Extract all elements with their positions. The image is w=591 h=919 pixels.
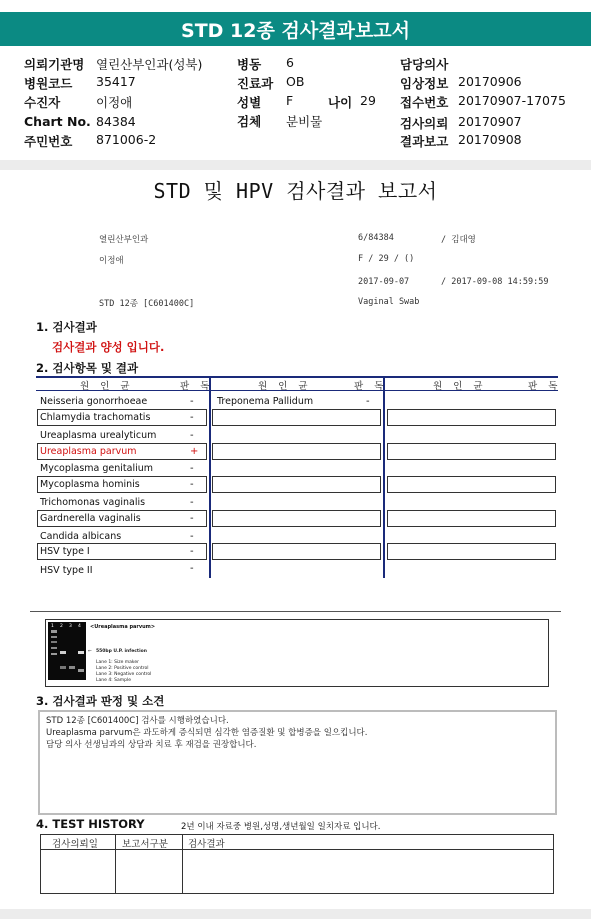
section-4-heading: 4. TEST HISTORY [36, 817, 145, 831]
empty-row-box [212, 510, 381, 527]
pathogen-result: - [190, 563, 194, 574]
pathogen-result-positive: + [190, 446, 199, 457]
comment-line: 담당 의사 선생님과의 상담과 치료 후 재검을 권장합니다. [46, 740, 257, 750]
label-test-request: 검사의뢰 [400, 116, 449, 131]
history-col-divider [115, 834, 116, 894]
pathogen-result: - [190, 412, 194, 423]
report-doctor: / 김대영 [441, 235, 476, 245]
history-header-rule [40, 849, 554, 850]
overall-result: 검사결과 양성 입니다. [52, 340, 165, 354]
value-specimen: 분비물 [286, 114, 323, 129]
value-ward: 6 [286, 55, 294, 70]
label-ward: 병동 [237, 57, 262, 72]
col-header-result: 판 독 [528, 381, 562, 392]
gel-lane-label: Lane 4: Sample [96, 678, 131, 683]
pathogen-name: HSV type II [40, 565, 93, 576]
pathogen-name: Trichomonas vaginalis [40, 497, 146, 508]
label-resident-number: 주민번호 [24, 134, 73, 149]
gel-arrow-label: 550bp U.P. infection [96, 649, 147, 654]
pathogen-result: - [190, 430, 194, 441]
pathogen-result: - [190, 497, 194, 508]
report-sex-age: F / 29 / () [358, 254, 415, 264]
label-receipt-number: 접수번호 [400, 95, 449, 110]
value-sex: F [286, 93, 294, 108]
label-clinical-info: 임상정보 [400, 76, 449, 91]
history-note: 2년 이내 자료중 병원,성명,생년월일 일치자료 입니다. [181, 822, 381, 832]
pathogen-name: Ureaplasma urealyticum [40, 430, 157, 441]
report-test-code: STD 12종 [C601400C] [99, 299, 195, 309]
value-requesting-institution: 열린산부인과(성북) [96, 57, 203, 72]
value-receipt-number: 20170907-17075 [458, 93, 566, 108]
col-header-result: 판 독 [354, 381, 388, 392]
label-chart-no: Chart No. [24, 114, 91, 129]
section-1-heading: 1. 검사결과 [36, 320, 97, 334]
label-result-report: 결과보고 [400, 134, 449, 149]
pathogen-result: - [190, 479, 194, 490]
pathogen-name: Treponema Pallidum [217, 396, 314, 407]
label-patient: 수진자 [24, 95, 61, 110]
value-hospital-code: 35417 [96, 74, 136, 89]
pathogen-result: - [190, 531, 194, 542]
history-table [40, 834, 554, 894]
col-header-result: 판 독 [180, 381, 214, 392]
gel-electrophoresis-image [48, 622, 86, 680]
report-hospital: 열린산부인과 [99, 235, 149, 245]
report-specimen: Vaginal Swab [358, 297, 420, 307]
pathogen-result: - [190, 546, 194, 557]
pathogen-name: HSV type I [40, 546, 90, 557]
report-title: STD 12종 검사결과보고서 [181, 19, 410, 42]
empty-row-box [212, 443, 381, 460]
pathogen-name: Gardnerella vaginalis [40, 513, 141, 524]
history-col-divider [182, 834, 183, 894]
empty-row-box [387, 443, 556, 460]
pathogen-name-positive: Ureaplasma parvum [40, 446, 137, 457]
value-resident-number: 871006-2 [96, 132, 157, 147]
label-sex: 성별 [237, 95, 262, 110]
gel-arrow-icon: ← [88, 649, 92, 654]
gel-lane-number: 4 [78, 624, 81, 629]
empty-row-box [212, 476, 381, 493]
pathogen-name: Candida albicans [40, 531, 122, 542]
col-header-pathogen: 원 인 균 [433, 381, 487, 392]
empty-row-box [387, 476, 556, 493]
report-date-reported: / 2017-09-08 14:59:59 [441, 277, 549, 287]
value-chart-no: 84384 [96, 114, 136, 129]
empty-row-box [387, 543, 556, 560]
history-col-result: 검사결과 [188, 839, 225, 850]
footer-band [0, 909, 591, 919]
history-col-date: 검사의뢰일 [52, 839, 98, 850]
section-3-heading: 3. 검사결과 판정 및 소견 [36, 694, 165, 708]
report-date-received: 2017-09-07 [358, 277, 410, 287]
history-col-type: 보고서구분 [122, 839, 168, 850]
value-age: 29 [360, 93, 376, 108]
pathogen-result: - [190, 513, 194, 524]
col-header-pathogen: 원 인 균 [258, 381, 312, 392]
pathogen-result: - [190, 463, 194, 474]
label-specimen: 검체 [237, 114, 262, 129]
gel-lane-number: 3 [69, 624, 72, 629]
empty-row-box [387, 510, 556, 527]
empty-row-box [212, 543, 381, 560]
comment-line: Ureaplasma parvum은 과도하게 증식되면 심각한 염증질환 및 합병증을 일으킵니다. [46, 728, 368, 738]
value-clinical-info: 20170906 [458, 74, 522, 89]
gel-lane-label: Lane 3: Negative control [96, 672, 152, 677]
label-department: 진료과 [237, 76, 274, 91]
section-2-heading: 2. 검사항목 및 결과 [36, 361, 139, 375]
label-hospital-code: 병원코드 [24, 76, 73, 91]
pathogen-result: - [366, 396, 370, 407]
label-requesting-institution: 의뢰기관명 [24, 57, 85, 72]
column-divider [209, 376, 211, 578]
gel-lane-label: Lane 1: Size maker [96, 660, 139, 665]
pathogen-name: Mycoplasma genitalium [40, 463, 154, 474]
divider-band [0, 160, 591, 170]
gel-lane-number: 1 [51, 624, 54, 629]
label-age: 나이 [328, 95, 353, 110]
pathogen-result: - [190, 396, 194, 407]
empty-row-box [212, 409, 381, 426]
gel-lane-number: 2 [60, 624, 63, 629]
report-title-bar [0, 12, 591, 46]
empty-row-box [387, 409, 556, 426]
col-header-pathogen: 원 인 균 [80, 381, 134, 392]
report-patient: 이정애 [99, 256, 124, 266]
divider-line [30, 611, 561, 612]
pathogen-name: Neisseria gonorrhoeae [40, 396, 148, 407]
value-patient: 이정애 [96, 95, 133, 110]
comment-line: STD 12종 [C601400C] 검사를 시행하였습니다. [46, 716, 229, 726]
column-divider [383, 376, 385, 578]
pathogen-name: Chlamydia trachomatis [40, 412, 151, 423]
report-ward-chart: 6/84384 [358, 233, 394, 243]
gel-title: <Ureaplasma parvum> [90, 624, 156, 630]
value-department: OB [286, 74, 305, 89]
report-subtitle: STD 및 HPV 검사결과 보고서 [153, 179, 438, 203]
pathogen-name: Mycoplasma hominis [40, 479, 140, 490]
value-result-report: 20170908 [458, 132, 522, 147]
value-test-request: 20170907 [458, 114, 522, 129]
gel-lane-label: Lane 2: Positive control [96, 666, 149, 671]
label-attending-doctor: 담당의사 [400, 57, 449, 72]
